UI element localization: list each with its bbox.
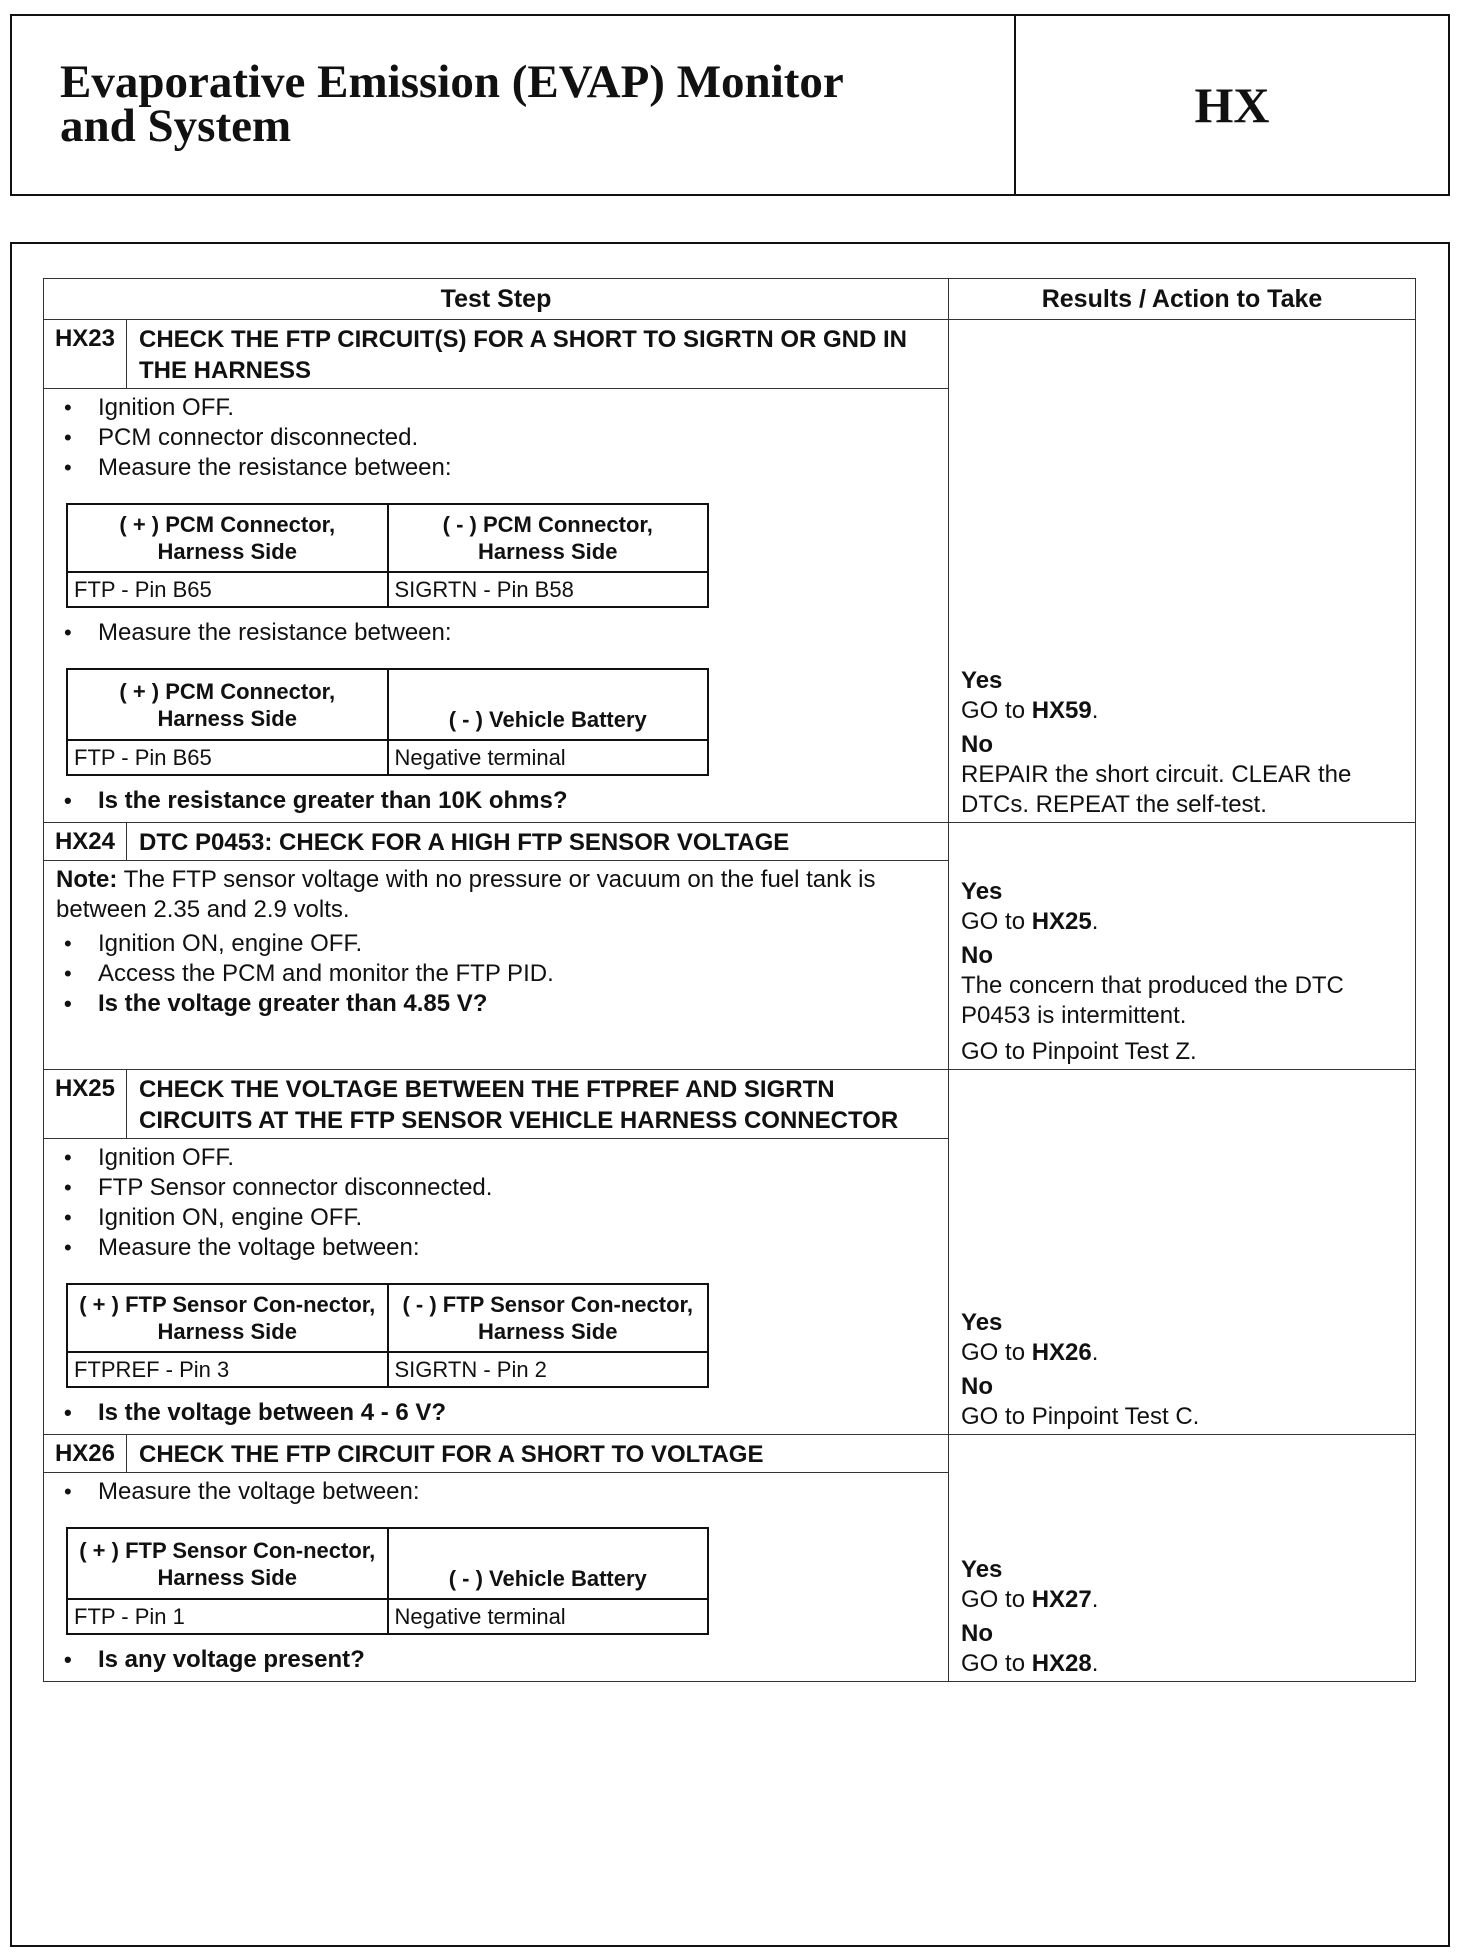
measurement-table bbox=[66, 503, 709, 608]
measure-minus-header: ( - ) Vehicle Battery bbox=[388, 669, 709, 740]
test-step-header: Test Step bbox=[44, 279, 949, 320]
step-results bbox=[949, 320, 1416, 823]
bullet: • Measure the resistance between: bbox=[56, 618, 948, 648]
measure-minus-header: ( - ) FTP Sensor Con-nector, Harness Side bbox=[388, 1284, 709, 1352]
bullet: • Ignition ON, engine OFF. bbox=[56, 929, 948, 959]
step-title: CHECK THE VOLTAGE BETWEEN THE FTPREF AND SIGRTN CIRCUITS AT THE FTP SENSOR VEHICLE HARNESS CONNECTOR bbox=[127, 1070, 949, 1139]
step-title: DTC P0453: CHECK FOR A HIGH FTP SENSOR VOLTAGE bbox=[127, 823, 949, 861]
content-frame bbox=[10, 242, 1450, 1947]
measure-plus-header: ( + ) PCM Connector, Harness Side bbox=[67, 504, 388, 572]
yes-target: HX27 bbox=[1031, 1586, 1092, 1613]
step-body bbox=[44, 1473, 949, 1682]
yes-action: GO to HX27. bbox=[961, 1586, 1099, 1613]
measurement-table bbox=[66, 668, 709, 776]
bullet: • Ignition OFF. bbox=[56, 1143, 948, 1173]
question: • Is the resistance greater than 10K ohms? bbox=[56, 786, 948, 816]
bullet: • Measure the voltage between: bbox=[56, 1233, 948, 1263]
result-yes bbox=[961, 1308, 1407, 1368]
test-step-table bbox=[43, 278, 1416, 1682]
result-no bbox=[961, 1619, 1407, 1681]
results-header: Results / Action to Take bbox=[949, 279, 1416, 320]
measure-plus-value: FTPREF - Pin 3 bbox=[67, 1352, 388, 1387]
bullet: • Ignition OFF. bbox=[56, 393, 948, 423]
step-id: HX26 bbox=[44, 1435, 127, 1473]
page-title bbox=[12, 16, 1016, 194]
yes-action: GO to HX25. bbox=[961, 908, 1099, 935]
question: • Is any voltage present? bbox=[56, 1645, 948, 1675]
step-results bbox=[949, 823, 1416, 1070]
yes-label: Yes bbox=[961, 1556, 1003, 1583]
step-body bbox=[44, 389, 949, 823]
bullet: • PCM connector disconnected. bbox=[56, 423, 948, 453]
question: • Is the voltage between 4 - 6 V? bbox=[56, 1398, 948, 1428]
measure-plus-header: ( + ) FTP Sensor Con-nector, Harness Side bbox=[67, 1284, 388, 1352]
measure-minus-header: ( - ) PCM Connector, Harness Side bbox=[388, 504, 709, 572]
yes-action: GO to HX59. bbox=[961, 697, 1099, 724]
table-header-row bbox=[44, 279, 1416, 320]
title-line-2: and System bbox=[60, 100, 292, 152]
no-label: No bbox=[961, 1373, 994, 1400]
yes-target: HX25 bbox=[1031, 908, 1092, 935]
no-action: REPAIR the short circuit. CLEAR the DTCs. REPEAT the self-test. bbox=[961, 761, 1352, 818]
yes-target: HX26 bbox=[1031, 1339, 1092, 1366]
measurement-table bbox=[66, 1283, 709, 1388]
yes-target: HX59 bbox=[1031, 697, 1092, 724]
bullet: • Measure the voltage between: bbox=[56, 1477, 948, 1507]
result-no bbox=[961, 941, 1407, 1069]
step-hx24-title-row bbox=[44, 823, 1416, 861]
no-go: GO to bbox=[961, 1650, 1026, 1677]
step-body bbox=[44, 1139, 949, 1435]
no-target: HX28 bbox=[1031, 1650, 1092, 1677]
step-hx25-title-row bbox=[44, 1070, 1416, 1139]
page-header bbox=[10, 14, 1450, 196]
yes-action: GO to HX26. bbox=[961, 1339, 1099, 1366]
step-results bbox=[949, 1070, 1416, 1435]
step-hx26-title-row bbox=[44, 1435, 1416, 1473]
bullet: • Access the PCM and monitor the FTP PID. bbox=[56, 959, 948, 989]
measure-plus-value: FTP - Pin B65 bbox=[67, 740, 388, 775]
step-id: HX23 bbox=[44, 320, 127, 389]
no-action: GO to Pinpoint Test C. bbox=[961, 1403, 1200, 1430]
step-results bbox=[949, 1435, 1416, 1682]
step-hx23-title-row bbox=[44, 320, 1416, 389]
no-action: The concern that produced the DTC P0453 is intermittent. bbox=[961, 972, 1344, 1029]
measure-minus-value: Negative terminal bbox=[388, 1599, 709, 1634]
step-id: HX24 bbox=[44, 823, 127, 861]
bullet: • Ignition ON, engine OFF. bbox=[56, 1203, 948, 1233]
measure-minus-value: Negative terminal bbox=[388, 740, 709, 775]
note-label: Note: bbox=[56, 866, 118, 893]
measure-plus-header: ( + ) FTP Sensor Con-nector, Harness Side bbox=[67, 1528, 388, 1599]
note-text: The FTP sensor voltage with no pressure or vacuum on the fuel tank is between 2.35 and 2.9 volts. bbox=[56, 866, 876, 923]
measure-plus-header: ( + ) PCM Connector, Harness Side bbox=[67, 669, 388, 740]
measure-plus-value: FTP - Pin 1 bbox=[67, 1599, 388, 1634]
no-action-2: GO to Pinpoint Test Z. bbox=[961, 1038, 1197, 1065]
result-yes bbox=[961, 666, 1407, 726]
measure-plus-value: FTP - Pin B65 bbox=[67, 572, 388, 607]
title-line-1: Evaporative Emission (EVAP) Monitor bbox=[60, 56, 844, 108]
measure-minus-header: ( - ) Vehicle Battery bbox=[388, 1528, 709, 1599]
result-yes bbox=[961, 877, 1407, 937]
no-label: No bbox=[961, 942, 994, 969]
yes-go: GO to bbox=[961, 1339, 1026, 1366]
yes-go: GO to bbox=[961, 908, 1026, 935]
result-yes bbox=[961, 1555, 1407, 1615]
yes-go: GO to bbox=[961, 1586, 1026, 1613]
no-label: No bbox=[961, 1620, 994, 1647]
measurement-table bbox=[66, 1527, 709, 1635]
result-no bbox=[961, 730, 1407, 822]
no-action: GO to HX28. bbox=[961, 1650, 1099, 1677]
step-body bbox=[44, 861, 949, 1070]
yes-go: GO to bbox=[961, 697, 1026, 724]
yes-label: Yes bbox=[961, 878, 1003, 905]
yes-label: Yes bbox=[961, 667, 1003, 694]
bullet: • Measure the resistance between: bbox=[56, 453, 948, 483]
yes-label: Yes bbox=[961, 1309, 1003, 1336]
measure-minus-value: SIGRTN - Pin B58 bbox=[388, 572, 709, 607]
measure-minus-value: SIGRTN - Pin 2 bbox=[388, 1352, 709, 1387]
result-no bbox=[961, 1372, 1407, 1434]
question: • Is the voltage greater than 4.85 V? bbox=[56, 989, 948, 1019]
bullet: • FTP Sensor connector disconnected. bbox=[56, 1173, 948, 1203]
note bbox=[56, 865, 948, 925]
step-title: CHECK THE FTP CIRCUIT FOR A SHORT TO VOLTAGE bbox=[127, 1435, 949, 1473]
no-label: No bbox=[961, 731, 994, 758]
step-title: CHECK THE FTP CIRCUIT(S) FOR A SHORT TO SIGRTN OR GND IN THE HARNESS bbox=[127, 320, 949, 389]
section-code: HX bbox=[1194, 77, 1270, 133]
step-id: HX25 bbox=[44, 1070, 127, 1139]
